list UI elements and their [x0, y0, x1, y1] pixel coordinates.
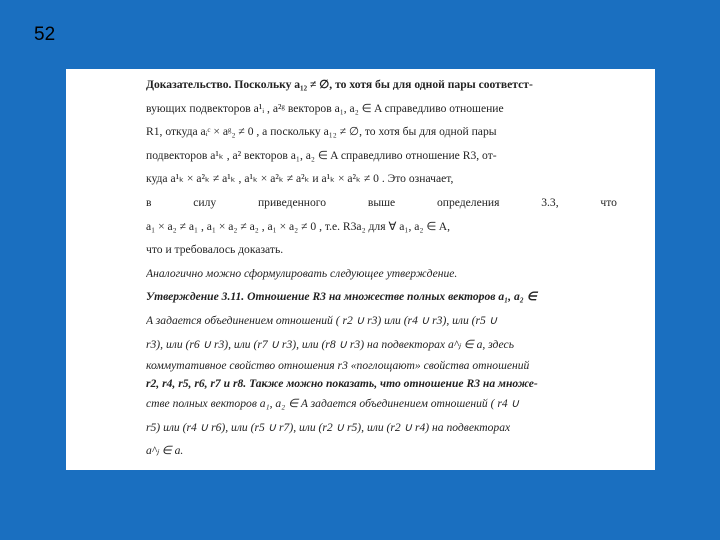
document-page — [66, 69, 655, 470]
text-line: коммутативное свойство отношения r3 «поглощают» свойства отношений — [146, 359, 530, 373]
text-line: Доказательство. Поскольку a₁₂ ≠ ∅, то хотя бы для одной пары соответст- — [146, 78, 533, 91]
slide-number: 52 — [34, 24, 56, 45]
text-line: r3), или (r6 ∪ r3), или (r7 ∪ r3), или (r8 ∪ r3) на подвекторах a^ⱼ ∈ a, здесь — [146, 337, 514, 351]
text-word: силу — [193, 195, 217, 209]
text-line: Утверждение 3.11. Отношение R3 на множестве полных векторов a₁, a₂ ∈ — [146, 290, 537, 304]
text-line: r5) или (r4 ∪ r6), или (r5 ∪ r7), или (r2 ∪ r5), или (r2 ∪ r4) на подвекторах — [146, 420, 511, 434]
text-word: в — [146, 195, 152, 209]
text-line: что и требовалось доказать. — [146, 243, 284, 257]
text-line: куда a¹ₖ × a²ₖ ≠ a¹ₖ , a¹ₖ × a²ₖ ≠ a²ₖ и a¹ₖ × a²ₖ ≠ 0 . Это означает, — [146, 172, 454, 186]
text-line: a^ⱼ ∈ a. — [146, 444, 184, 458]
text-word: выше — [367, 195, 396, 209]
text-line: вующих подвекторов a¹ᵢ , a²ᵍ векторов a₁, a₂ ∈ A справедливо отношение — [146, 101, 504, 115]
text-line — [146, 191, 617, 215]
text-word: что — [600, 195, 617, 209]
text-line: Аналогично можно сформулировать следующее утверждение. — [146, 266, 458, 280]
text-word: приведенного — [257, 195, 327, 209]
text-word: 3.3, — [541, 195, 559, 209]
text-line: a₁ × a₂ ≠ a₁ , a₁ × a₂ ≠ a₂ , a₁ × a₂ ≠ 0 , т.е. R3a₂ для ∀ a₁, a₂ ∈ A, — [146, 219, 450, 233]
text-word: определения — [436, 195, 500, 209]
text-line: A задается объединением отношений ( r2 ∪ r3) или (r4 ∪ r3), или (r5 ∪ — [146, 313, 498, 327]
text-line: подвекторов a¹ₖ , a² векторов a₁, a₂ ∈ A справедливо отношение R3, от- — [146, 148, 497, 162]
text-line: стве полных векторов a₁, a₂ ∈ A задается объединением отношений ( r4 ∪ — [146, 397, 520, 411]
text-line: R1, откуда aᵢᶜ × aᵍ₂ ≠ 0 , а поскольку a₁₂ ≠ ∅, то хотя бы для одной пары — [146, 125, 497, 139]
text-line: r2, r4, r5, r6, r7 и r8. Также можно показать, что отношение R3 на множе- — [146, 377, 538, 391]
